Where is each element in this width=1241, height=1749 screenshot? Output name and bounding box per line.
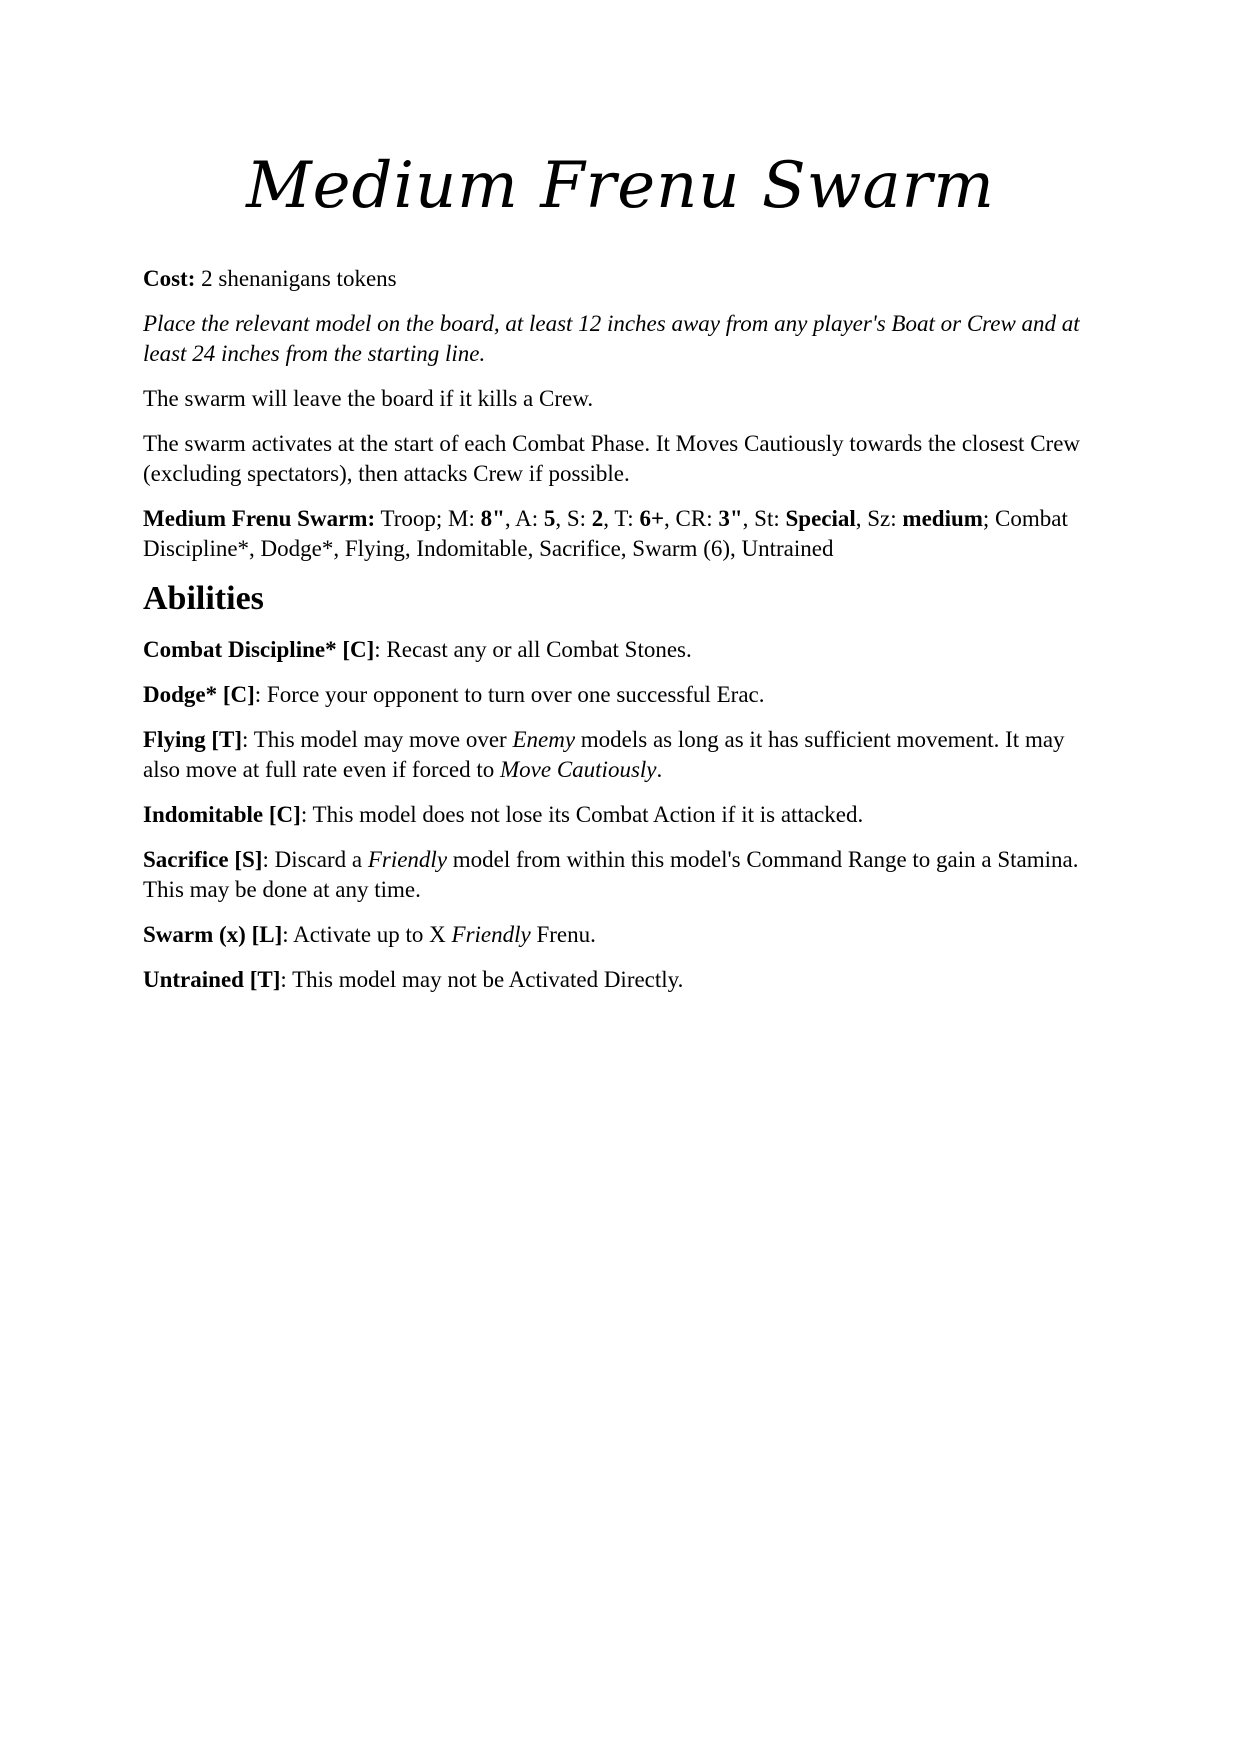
page-title: Medium Frenu Swarm — [246, 149, 995, 223]
ability-emphasis: Enemy — [512, 727, 576, 752]
ability-name: Sacrifice [S] — [143, 847, 263, 872]
leave-rule: The swarm will leave the board if it kills a Crew. — [143, 386, 594, 411]
ability-text: model from within this model's Command Range to gain a Stamina. This may be done at any time. — [143, 847, 1079, 902]
ability-emphasis: Move Cautiously — [500, 757, 657, 782]
ability-name: Untrained [T] — [143, 967, 281, 992]
stat-strength: 2 — [591, 506, 604, 531]
cost-label: Cost: — [143, 266, 196, 291]
profile-type: Troop; M: — [375, 506, 481, 531]
ability-name: Indomitable [C] — [143, 802, 301, 827]
stat-sz-label: , Sz: — [855, 506, 903, 531]
ability-name: Combat Discipline* [C] — [143, 637, 375, 662]
ability-text: . — [656, 757, 663, 782]
stat-t-label: , T: — [603, 506, 640, 531]
stat-stamina: Special — [785, 506, 856, 531]
ability-emphasis: Friendly — [451, 922, 531, 947]
ability-combat-discipline — [143, 635, 1103, 665]
abilities-heading: Abilities — [143, 580, 264, 617]
ability-flying — [143, 725, 1103, 785]
ability-indomitable — [143, 800, 1103, 830]
stat-attack: 5 — [543, 506, 556, 531]
ability-name: Flying [T] — [143, 727, 243, 752]
ability-emphasis: Friendly — [367, 847, 448, 872]
cost-line — [143, 264, 1103, 294]
stat-movement: 8" — [480, 506, 505, 531]
stat-st-label: , St: — [742, 506, 786, 531]
ability-text: : This model may not be Activated Directly. — [280, 967, 684, 992]
ability-text: Frenu. — [530, 922, 596, 947]
stat-toughness: 6+ — [639, 506, 665, 531]
document-body — [143, 264, 1103, 1010]
ability-text: : This model may move over — [242, 727, 513, 752]
ability-name: Swarm (x) [L] — [143, 922, 283, 947]
ability-sacrifice — [143, 845, 1103, 905]
placement-rule: Place the relevant model on the board, at least 12 inches away from any player's Boat or Crew and at least 24 inches from the starting line. — [143, 311, 1080, 366]
stat-s-label: , S: — [555, 506, 592, 531]
stat-a-label: , A: — [504, 506, 544, 531]
ability-dodge — [143, 680, 1103, 710]
ability-text: : Activate up to X — [282, 922, 452, 947]
stat-size: medium — [902, 506, 983, 531]
ability-swarm — [143, 920, 1103, 950]
ability-text: : This model does not lose its Combat Action if it is attacked. — [300, 802, 864, 827]
ability-text: models as long as it has sufficient movement. It may also move at full rate even if forced to — [143, 727, 1065, 782]
ability-name: Dodge* [C] — [143, 682, 255, 707]
activation-rule: The swarm activates at the start of each Combat Phase. It Moves Cautiously towards the closest Crew (excluding spectators), then attacks Crew if possible. — [143, 431, 1081, 486]
cost-value: 2 shenanigans tokens — [195, 266, 397, 291]
stat-profile — [143, 504, 1103, 564]
ability-text: : Recast any or all Combat Stones. — [374, 637, 692, 662]
ability-text: : Discard a — [262, 847, 368, 872]
profile-abilities-list: ; Combat Discipline*, Dodge*, Flying, Indomitable, Sacrifice, Swarm (6), Untrained — [143, 506, 1068, 561]
profile-name: Medium Frenu Swarm: — [143, 506, 376, 531]
ability-untrained — [143, 965, 1103, 995]
stat-command-range: 3" — [718, 506, 743, 531]
ability-text: : Force your opponent to turn over one successful Erac. — [254, 682, 765, 707]
stat-cr-label: , CR: — [664, 506, 719, 531]
